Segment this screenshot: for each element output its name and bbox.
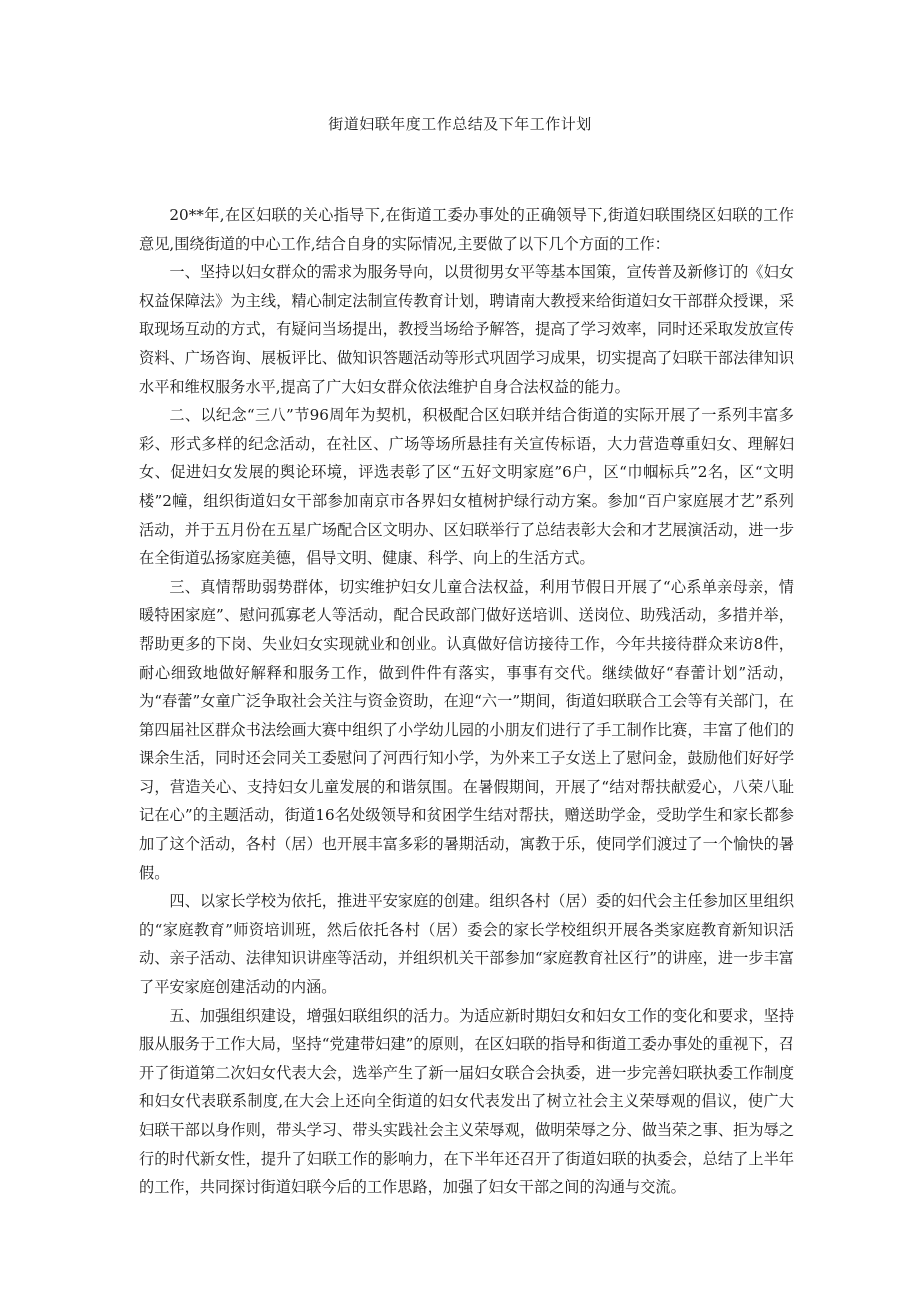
paragraph-section-1: 一、坚持以妇女群众的需求为服务导向，以贯彻男女平等基本国策，宣传普及新修订的《妇女权益保障法》为主线，精心制定法制宣传教育计划，聘请南大教授来给街道妇女干部群众授课，采取现场互动的方式，有疑问当场提出，教授当场给予解答，提高了学习效率，同时还采取发放宣传资料、广场咨询、展板评比、做知识答题活动等形式巩固学习成果，切实提高了妇联干部法律知识水平和维权服务水平,提高了广大妇女群众依法维护自身合法权益的能力。 xyxy=(139,263,794,396)
paragraph-section-3: 三、真情帮助弱势群体，切实维护妇女儿童合法权益，利用节假日开展了“心系单亲母亲，情暖特困家庭”、慰问孤寡老人等活动，配合民政部门做好送培训、送岗位、助残活动，多措并举，帮助更多的下岗、失业妇女实现就业和创业。认真做好信访接待工作，今年共接待群众来访8件，耐心细致地做好解释和服务工作，做到件件有落实，事事有交代。继续做好“春蕾计划”活动，为“春蕾”女童广泛争取社会关注与资金资助，在迎“六一”期间，街道妇联联合工会等有关部门，在第四届社区群众书法绘画大赛中组织了小学幼儿园的小朋友们进行了手工制作比赛，丰富了他们的课余生活，同时还会同关工委慰问了河西行知小学，为外来工子女送上了慰问金，鼓励他们好好学习，营造关心、支持妇女儿童发展的和谐氛围。在暑假期间，开展了“结对帮扶献爱心，八荣八耻记在心”的主题活动，街道16名处级领导和贫困学生结对帮扶，赠送助学金，受助学生和家长都参加了这个活动，各村（居）也开展丰富多彩的暑期活动，寓教于乐，使同学们渡过了一个愉快的暑假。 xyxy=(139,577,794,882)
paragraph-section-2: 二、以纪念“三八”节96周年为契机，积极配合区妇联并结合街道的实际开展了一系列丰富多彩、形式多样的纪念活动，在社区、广场等场所悬挂有关宣传标语，大力营造尊重妇女、理解妇女、促进妇女发展的舆论环境，评选表彰了区“五好文明家庭”6户，区“巾帼标兵”2名，区“文明楼”2幢，组织街道妇女干部参加南京市各界妇女植树护绿行动方案。参加“百户家庭展才艺”系列活动，并于五月份在五星广场配合区文明办、区妇联举行了总结表彰大会和才艺展演活动，进一步在全街道弘扬家庭美德，倡导文明、健康、科学、向上的生活方式。 xyxy=(139,406,794,568)
paragraph-intro: 20**年,在区妇联的关心指导下,在街道工委办事处的正确领导下,街道妇联围绕区妇联的工作意见,围绕街道的中心工作,结合自身的实际情况,主要做了以下几个方面的工作： xyxy=(139,206,794,253)
document-body xyxy=(139,201,794,1202)
paragraph-section-4: 四、以家长学校为依托，推进平安家庭的创建。组织各村（居）委的妇代会主任参加区里组织的“家庭教育”师资培训班，然后依托各村（居）委会的家长学校组织开展各类家庭教育新知识活动、亲子活动、法律知识讲座等活动，并组织机关干部参加“家庭教育社区行”的讲座，进一步丰富了平安家庭创建活动的内涵。 xyxy=(139,892,794,997)
document-title: 街道妇联年度工作总结及下年工作计划 xyxy=(328,115,592,133)
paragraph-section-5: 五、加强组织建设，增强妇联组织的活力。为适应新时期妇女和妇女工作的变化和要求，坚持服从服务于工作大局，坚持“党建带妇建”的原则，在区妇联的指导和街道工委办事处的重视下，召开了街道第二次妇女代表大会，选举产生了新一届妇女联合会执委，进一步完善妇联执委工作制度和妇女代表联系制度,在大会上还向全街道的妇女代表发出了树立社会主义荣辱观的倡议，使广大妇联干部以身作则，带头学习、带头实践社会主义荣辱观，做明荣辱之分、做当荣之事、拒为辱之行的时代新女性，提升了妇联工作的影响力，在下半年还召开了街道妇联的执委会，总结了上半年的工作，共同探讨街道妇联今后的工作思路，加强了妇女干部之间的沟通与交流。 xyxy=(139,1006,794,1197)
